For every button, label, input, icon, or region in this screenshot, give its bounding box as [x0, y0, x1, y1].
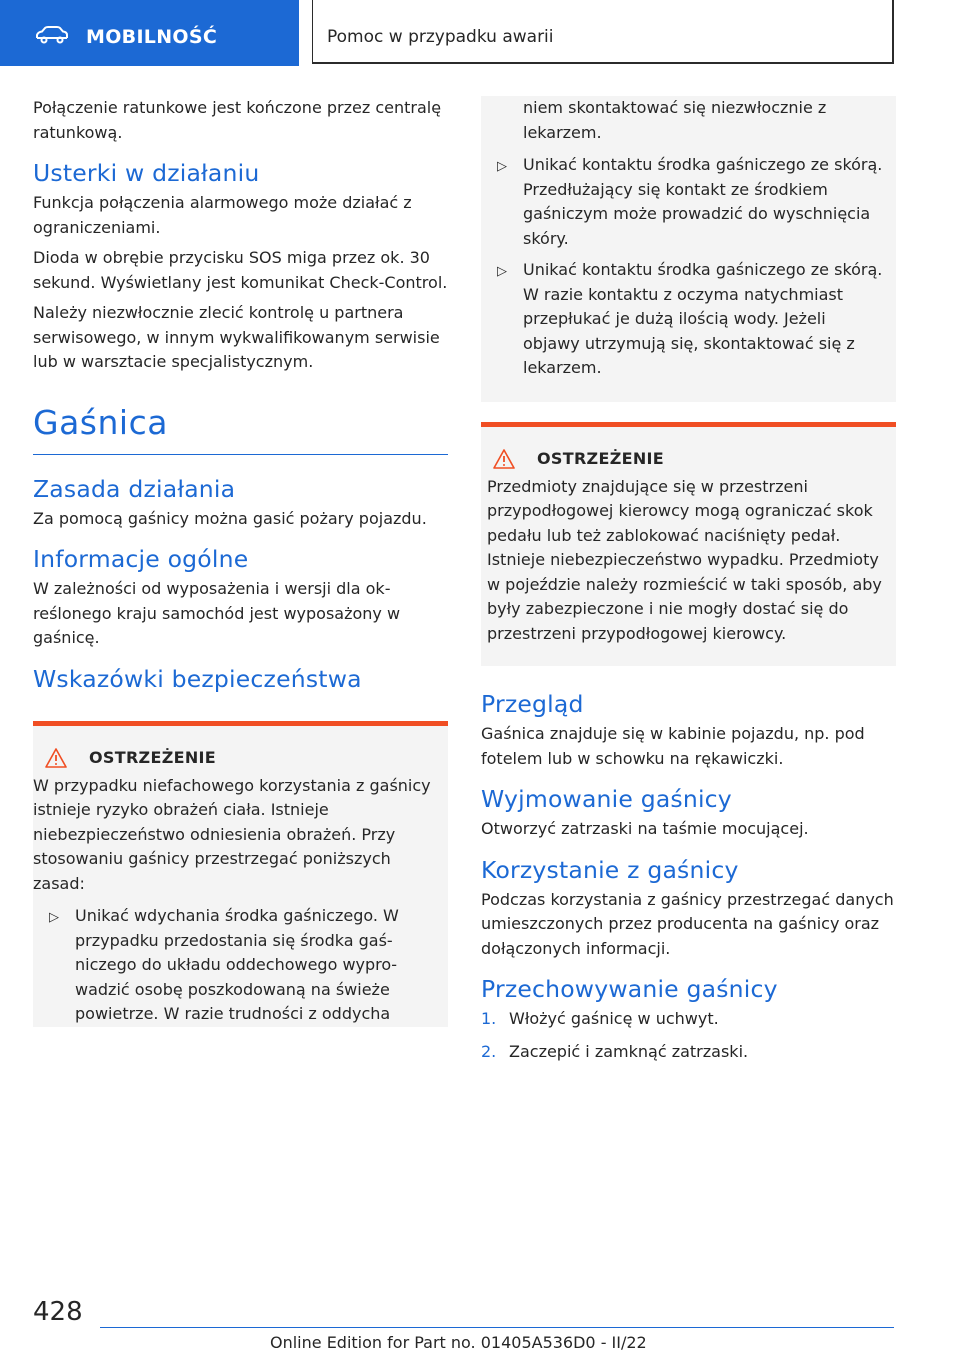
warning-text: Przedmioty znajdujące się w przestrzeni przypodłogowej kierowcy mogą ograniczać skok pedału lub też zablokować naciśnięty pedał. Istnieje niebezpieczeństwo wypadku. Przedmioty w pojeździe należy rozmieścić w taki sposób, aby były zabezpieczone i nie mogły dostać się do przestrzeni przypodłogowej kierowcy.	[487, 476, 882, 643]
warning-continuation	[481, 96, 896, 402]
usage-paragraph: Podczas korzystania z gaśnicy przestrzegać danych umieszczonych przez producenta na gaśnicy oraz dołączonych informacji.	[481, 889, 894, 958]
bullet-text: Unikać kontaktu środka gaśniczego ze skórą. Przedłużający się kontakt ze środkiem gaśniczym może prowadzić do wyschnięcia skóry.	[523, 155, 883, 248]
warning-header	[33, 726, 448, 774]
bullet-text: Unikać wdychania środka gaśniczego. W przypadku przedostania się środka gaśniczego do układu oddechowego wyprowadzić osobę poszkodowaną na świeże powietrze. W razie trudności z oddycha	[75, 906, 399, 1023]
overview-paragraph: Gaśnica znajduje się w kabinie pojazdu, np. pod fotelem lub w schowku na rękawiczki.	[481, 724, 865, 768]
warning-triangle-icon	[493, 449, 515, 469]
warning-text: W przypadku niefachowego korzystania z gaśnicy istnieje ryzyko obrażeń ciała. Istnieje niebezpieczeństwo odniesienia obrażeń. Przy stosowaniu gaśnicy przestrzegać poniższych zasad:	[33, 775, 431, 893]
heading-extinguisher: Gaśnica	[33, 402, 168, 442]
bullet-triangle-icon: ▷	[497, 159, 507, 174]
list-item	[481, 258, 884, 381]
step-number: 2.	[481, 1041, 497, 1061]
right-column	[481, 96, 896, 1072]
heading-rule	[33, 454, 448, 455]
removal-paragraph: Otworzyć zatrzaski na taśmie mocującej.	[481, 819, 809, 838]
bullet-triangle-icon: ▷	[49, 910, 59, 925]
warning-box-2	[481, 422, 896, 667]
heading-safety: Wskazówki bezpieczeństwa	[33, 664, 362, 693]
step-number: 1.	[481, 1009, 497, 1028]
bullet-text: Unikać kontaktu środka gaśniczego ze skórą. W razie kontaktu z oczyma natychmiast przepłukać je dużą ilością wody. Jeżeli objawy utrzymują się, skontaktować się z lekarzem.	[523, 260, 883, 377]
warning-list-continued	[481, 153, 884, 381]
warning-list	[33, 904, 436, 1027]
section-label: MOBILNOŚĆ	[86, 26, 218, 48]
list-item	[481, 1007, 896, 1032]
warning-header	[481, 427, 896, 475]
step-text: Włożyć gaśnicę w uchwyt.	[509, 1009, 719, 1028]
continued-text: niem skontaktować się niezwłocznie z lekarzem.	[523, 98, 827, 142]
heading-principle: Zasada działania	[33, 474, 236, 503]
malfunction-paragraph-1: Funkcja połączenia alarmowego może działać z ograniczeniami.	[33, 193, 412, 237]
step-text: Zaczepić i zamknąć zatrzaski.	[509, 1041, 749, 1061]
chapter-header	[312, 0, 894, 64]
list-item	[481, 153, 884, 251]
car-icon	[34, 26, 70, 44]
intro-paragraph: Połączenie ratunkowe jest kończone przez centralę ratunkową.	[33, 98, 442, 142]
heading-usage: Korzystanie z gaśnicy	[481, 855, 739, 884]
warning-title: OSTRZEŻENIE	[537, 449, 664, 468]
malfunction-paragraph-3: Należy niezwłocznie zlecić kontrolę u partnera serwisowego, w innym wykwalifikowanym serwisie lub w warsztacie specjalistycznym.	[33, 303, 440, 371]
bullet-triangle-icon: ▷	[497, 264, 507, 279]
heading-storage: Przechowywanie gaśnicy	[481, 975, 778, 1003]
warning-box	[33, 721, 448, 1027]
left-column	[33, 96, 448, 1034]
heading-overview: Przegląd	[481, 690, 584, 718]
principle-paragraph: Za pomocą gaśnicy można gasić pożary pojazdu.	[33, 508, 427, 528]
footer-edition: Online Edition for Part no. 01405A536D0 - II/22	[270, 1333, 647, 1352]
chapter-title: Pomoc w przypadku awarii	[327, 27, 554, 47]
list-item	[33, 904, 436, 1027]
warning-triangle-icon	[45, 748, 67, 768]
heading-malfunction: Usterki w działaniu	[33, 159, 260, 187]
general-paragraph: W zależności od wyposażenia i wersji dla określonego kraju samochód jest wyposażony w gaśnicę.	[33, 579, 401, 647]
warning-title: OSTRZEŻENIE	[89, 748, 216, 767]
heading-removal: Wyjmowanie gaśnicy	[481, 785, 732, 813]
page-number: 428	[33, 1297, 83, 1327]
section-tab[interactable]	[0, 0, 299, 66]
storage-steps	[481, 1007, 896, 1064]
footer-rule	[100, 1327, 894, 1328]
heading-general: Informacje ogólne	[33, 545, 249, 573]
list-item	[481, 1040, 896, 1065]
malfunction-paragraph-2: Dioda w obrębie przycisku SOS miga przez ok. 30 sekund. Wyświetlany jest komunikat Check-Control.	[33, 248, 448, 292]
